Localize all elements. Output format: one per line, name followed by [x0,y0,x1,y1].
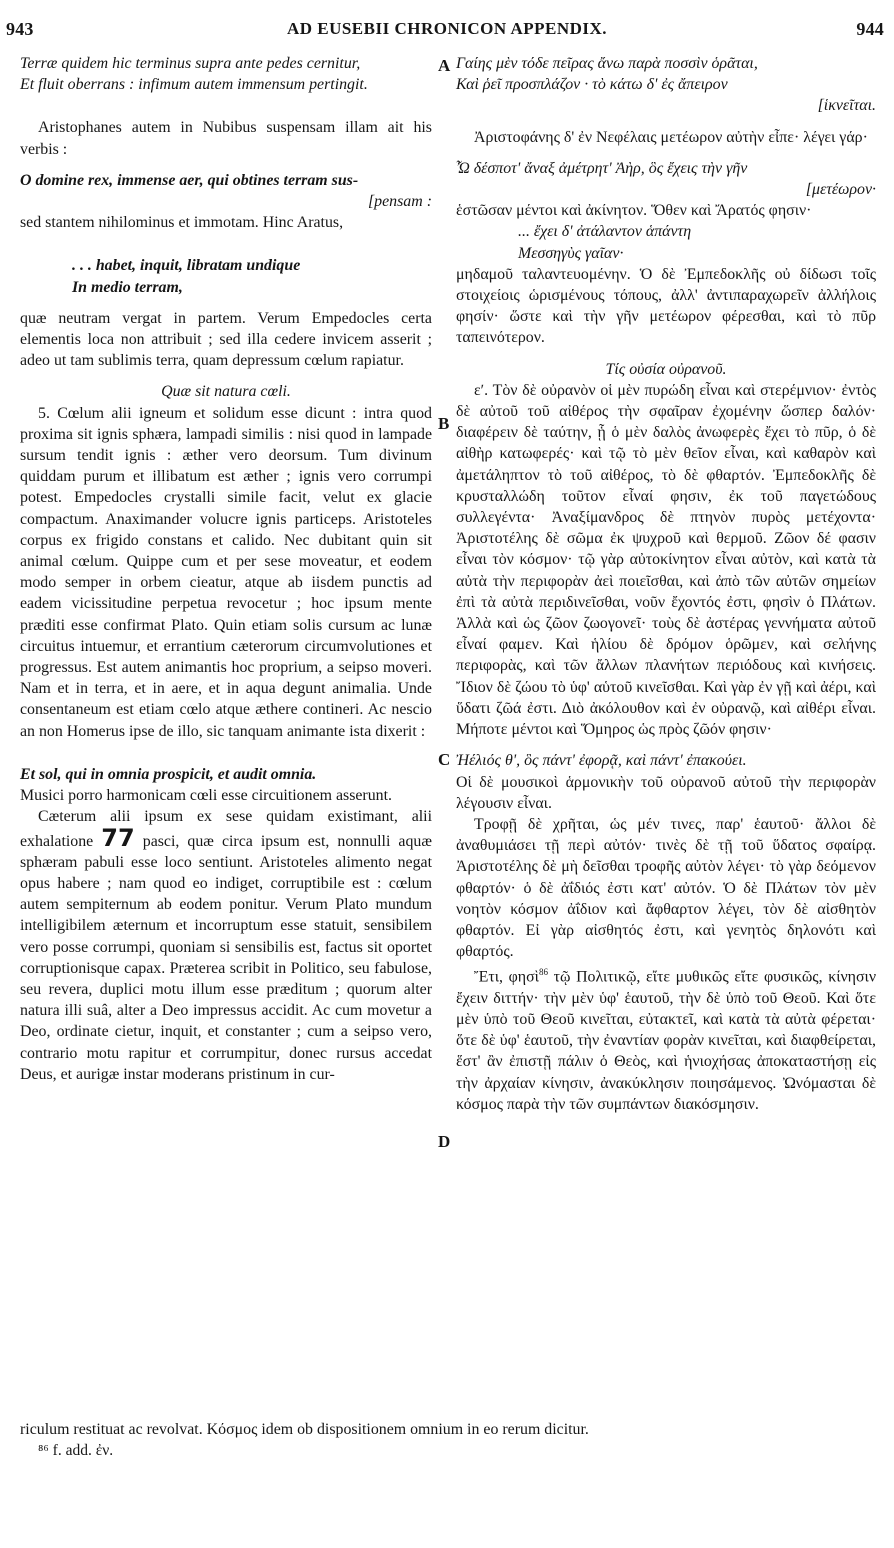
closing-line: riculum restituat ac revolvat. Κόσμος idem ob dispositionem omnium in eo rerum dicitur. [20,1421,589,1438]
verse-line: Γαίης μὲν τόδε πεῖρας ἄνω παρὰ ποσσὶν ὁρᾶται, [456,55,758,72]
verse-line: Ἠέλιός θ', ὃς πάντ' ἐφορᾷ, καὶ πάντ' ἐπακούει. [456,752,747,770]
paragraph: Aristophanes autem in Nubibus suspensam illam ait his verbis : [20,119,432,158]
verse-line: ... ἔχει δ' ἀτάλαντον ἁπάντη [518,223,692,241]
paragraph: sed stantem nihilominus et immotam. Hinc Aratus, [20,214,344,232]
page-number-right: 944 [856,19,884,39]
verse-line: [ἱκνεῖται. [817,97,876,115]
paragraph: 5. Cœlum alii igneum et solidum esse dicunt : intra quod proxima sit ignis sphæra, lampadi similis : nisi quod in lampade sursum tendit ignis : æther vero deorsum. Tum divinum quiddam purum et illibatum est æther ; ignis vero corrumpi potest. Empedocles crystalli simile facit, velut ex glacie compactum. Anaximander volucre ignis particeps. Aristoteles corpus ex frigido constans et calido. Nec dubitant quin sit animal cœlum. Quippe cum et per sese moveatur, et eodem modo semper in orbem cieatur, atque ab iisdem punctis ad eadem vicissitudine perpetua revocetur ; hoc ipsum mente præditi esse confirmat Plato. Quin etiam solis cursum ac lunæ circuitus intuemur, et errantium cæterorum circumvolutiones et progressus. Est autem animantis hoc proprium, a seipso moveri. Nam et in terra, et in aere, et in aqua degunt animalia. Unde consentaneum est etiam cœlo atque æthere contineri. Ac nescio an non Homerus ipse de illo, sic tanquam animante ista dixerit : [20,404,432,740]
footnote-ref: 86 [538,967,548,978]
paragraph: ἑστῶσαν μέντοι καὶ ἀκίνητον. Ὅθεν καὶ Ἄρατός φησιν· [456,202,812,220]
paragraph: Τροφῇ δὲ χρῆται, ὡς μέν τινες, παρ' ἑαυτοῦ· ἄλλοι δὲ ἀναθυμιάσει τῇ περὶ αὐτόν· τινὲς δὲ τῇ τοῦ ὕδατος σφαίρᾳ. Ἀριστοτέλης δὲ μὴ δεῖσθαι τροφῆς αὐτὸν λέγει· τὸ γὰρ δεόμενον φθαρτόν· ὁ δὲ ἀΐδιός ἐστι κατ' αὐτόν. Ὁ δὲ Πλάτων τὸν μὲν νοητὸν κόσμον ἀΐδιον καὶ ἄφθαρτον λέγει, τὸν δὲ αἰσθητὸν φθαρτόν. Εἰ γὰρ αἰσθητός ἐστι, καὶ γενητὸς δηλονότι καὶ φθαρτός. [456,815,876,961]
paragraph: μηδαμοῦ ταλαντευομένην. Ὁ δὲ Ἐμπεδοκλῆς οὐ δίδωσι τοῖς στοιχείοις ὡρισμένους τόπους, ἀλλ' ἀντιπαραχωρεῖν ἀλλήλοις φησίν· ὥστε καὶ τὴν γῆν μετέωρον φέρεσθαι, καὶ τὸ πῦρ ταπεινότερον. [456,265,876,347]
verse-line: . . . habet, inquit, libratam undique [72,257,301,275]
verse-line: Καὶ ῥεῖ προσπλάζον · τὸ κάτω δ' ἐς ἄπειρον [456,76,728,94]
verse-line: O domine rex, immense aer, qui obtines terram sus- [20,171,359,189]
margin-letter-c: C [438,750,451,769]
section-heading: Quæ sit natura cœli. [161,383,291,401]
margin-letter-a: A [438,56,451,75]
running-title: AD EUSEBII CHRONICON APPENDIX. [286,19,608,38]
margin-letter-b: B [438,414,450,433]
greek-column [456,53,876,1115]
verse-line: In medio terram, [72,278,183,296]
latin-column [20,53,432,1085]
verse-line: [μετέωρον· [805,181,876,199]
page-marker: 77 [101,823,135,852]
paragraph: εʹ. Τὸν δὲ οὐρανὸν οἱ μὲν πυρώδη εἶναι καὶ στερέμνιον· ἐντὸς δὲ αὐτοῦ τοῦ αἰθέρος τὴν σφαῖραν ἐχομένην ὥσπερ δαλόν· διαφέρειν δὲ ταύτην, ᾗ ὁ μὲν δαλὸς ἀνωφερὲς ἔχει τὸ πῦρ, ὁ δὲ αἰθὴρ κατωφερές· καὶ τῷ τὸ μὲν θεῖον εἶναι, καὶ καθαρὸν καὶ ἀμετάληπτον τὸ τοῦ αἰθέρος, τὸ δὲ φθαρτόν. Ἐμπεδοκλῆς δὲ κρυσταλλώδη τοῦτον εἶναί φησιν, ἐκ τοῦ παγετώδους συλλεγέντα· Ἀναξίμανδρος δὲ πτηνὸν πυρὸς μετέχοντα· Ἀριστοτέλης δὲ σῶμα ἐκ ψυχροῦ καὶ θερμοῦ. Ζῶον δέ φασιν εἶναι τὸν κόσμον· τῷ γὰρ αὐτοκίνητον εἶναι αὐτὸν, καὶ κατὰ τὰ αὐτὰ τὴν περιφορὰν ἀεὶ ποιεῖσθαι, καὶ ἀπὸ τῶν αὐτῶν σημείων ἐπὶ τὰ αὐτὰ περιδινεῖσθαι, νοῦν ἔχοντός ἐστι, φησὶν ὁ Πλάτων. Ἀλλὰ καὶ ὡς ζῶον ζωογονεῖ· τοὺς δὲ ἀστέρας γεννήματα αὐτοῦ εἶναί φαμεν. Καὶ ἡλίου δὲ δρόμον ὁρῶμεν, καὶ σελήνης περιφορὰς, καὶ τῶν ἄλλων πλανήτων περιόδους καὶ κινήσεις. Ἴδιον δὲ ζώου τὸ ὑφ' αὑτοῦ κινεῖσθαι. Καὶ γὰρ ἐν γῇ καὶ ἀέρι, καὶ ὕδατι ζῶά ἐστι. Διὸ ἀκόλουθον καὶ ἐν οὐρανῷ, καὶ αἰθέρι εἶναι. Μήποτε μέντοι καὶ Ὅμηρος ὡς πρὸς ζῶόν φησιν· [456,381,876,739]
paragraph: Οἱ δὲ μουσικοὶ ἁρμονικὴν τοῦ οὐρανοῦ αὐτοῦ τὴν περιφορὰν λέγουσιν εἶναι. [456,773,876,812]
verse-line: [pensam : [368,193,432,211]
paragraph: Ἀριστοφάνης δ' ἐν Νεφέλαις μετέωρον αὐτὴν εἶπε· λέγει γάρ· [474,128,868,146]
paragraph [20,806,432,1085]
verse-line: Et sol, qui in omnia prospicit, et audit omnia. [20,765,317,783]
paragraph: Musici porro harmonicam cœli esse circuitionem asserunt. [20,787,393,805]
verse-line: Μεσσηγὺς γαῖαν· [518,244,624,262]
page-number-left: 943 [6,19,34,39]
verse-line: Terræ quidem hic terminus supra ante pedes cernitur, [20,55,361,72]
paragraph-text: Ἔτι, φησὶ [474,968,539,986]
paragraph-text: τῷ Πολιτικῷ, εἴτε μυθικῶς εἴτε φυσικῶς, κίνησιν ἔχειν διττήν· τὴν μὲν ὑφ' ἑαυτοῦ, τὴν δὲ ὑπὸ τοῦ Θεοῦ. Καὶ ὅτε μὲν ὑπὸ τοῦ Θεοῦ κινεῖται, εὐτακτεῖ, καὶ κατὰ τὰ αὐτὰ φέρεται· ὅτε δὲ ὑφ' ἑαυτοῦ, τὴν ἐναντίαν φορὰν κινεῖται, καὶ διαφθείρεται, ἕστ' ἂν ἐπιστῇ πάλιν ὁ Θεὸς, καὶ ἡνιοχήσας ἀποκαταστήσῃ εἰς τὴν ἀρχαίαν κίνησιν, ἀνακύκλησιν ποιησάμενος. Ὠνόμασται δὲ κόσμος παρὰ τὴν τῶν συμπάντων διακόσμησιν. [456,968,876,1113]
section-heading: Τίς οὐσία οὐρανοῦ. [605,360,727,378]
paragraph-text: pasci, quæ circa ipsum est, nonnulli aquæ sphæram pabuli esse loco sentiunt. Aristoteles alimento negat opus habere ; nam quod eo indiget, corruptibile est : cœlum autem sempiternum ab eodem ponitur. Verum Plato mundum intelligibilem æternum et incorruptum esse statuit, sensibilem vero posse corrumpi, quoniam si sensibilis est, factus sit oportet corruptionisque capax. Præterea scribit in Politico, seu fabulose, seu revera, duplici motu illum esse præditum ; quorum alter natura illi suâ, alter a Deo impressus accidit. Ac cum movetur a Deo, ordinate cietur, inquit, et constanter ; cum a seipso vero, contrario motu rapitur et corrumpitur, donec rursus accedat Deus, et aurigæ instar moderans pristinum in cur- [20,832,432,1083]
paragraph-text: Cæterum alii ipsum ex sese quidam existimant, alii exhalatione [20,808,432,850]
paragraph: quæ neutram vergat in partem. Verum Empedocles certa elementis loca non attribuit ; sed illa cedere invicem asserit ; adeo ut tam sublimis terra, quam depressum cœlum rapiatur. [20,309,432,370]
verse-line: Et fluit oberrans : infimum autem immensum pertingit. [20,76,368,94]
verse-line: Ὦ δέσποτ' ἄναξ ἀμέτρητ' Ἀὴρ, ὃς ἔχεις τὴν γῆν [456,159,748,177]
margin-letter-d: D [438,1132,451,1151]
footnote: ⁸⁶ f. add. ἐν. [38,1442,114,1459]
paragraph [456,962,876,1115]
